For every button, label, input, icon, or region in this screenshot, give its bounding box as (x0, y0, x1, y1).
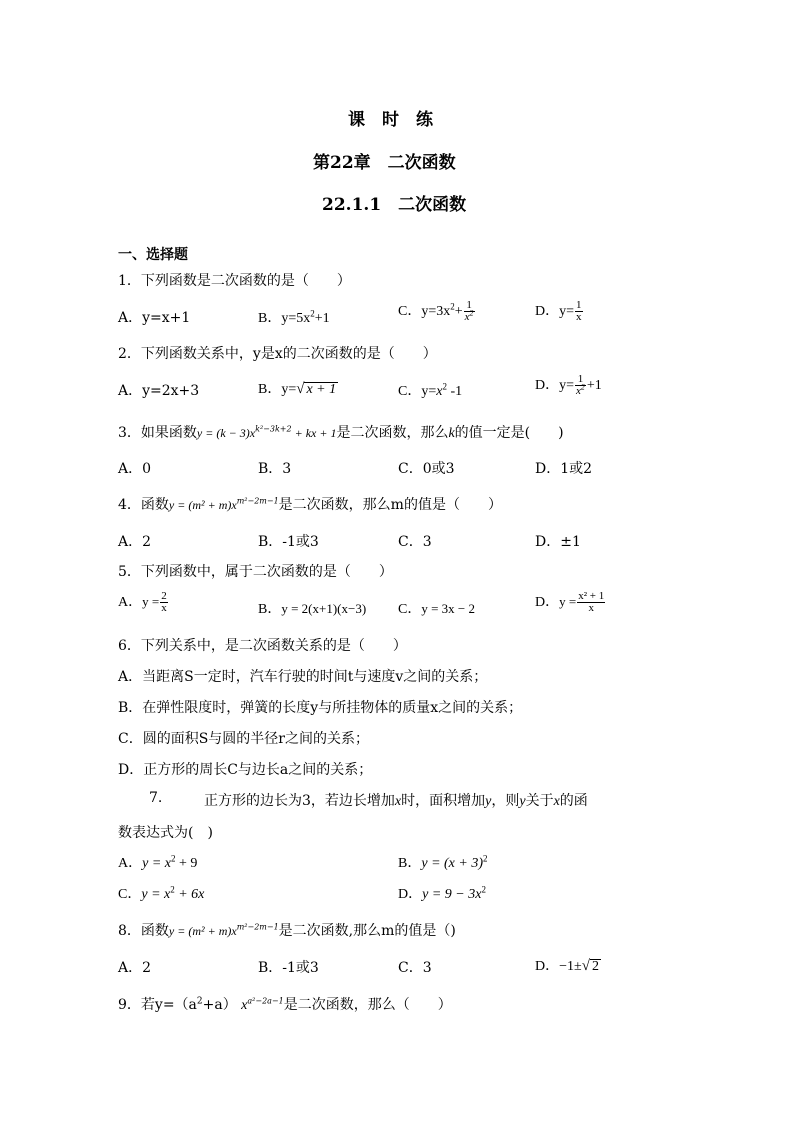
question-8: 8．函数$y = (m^2 + m)x^{m^2-2m-1}$是二次函数,那么m的值是（) (118, 922, 456, 939)
q1-option-c: C．$y=3x^2+$ $\frac{1}{x^2}$ (398, 299, 474, 324)
q1-option-b: B．$y=5x^2+1$ (258, 308, 330, 326)
q2-option-a: A．y=2x+3 (118, 383, 200, 399)
q7-option-c: C．$y = x^2 + 6x$ (118, 884, 205, 902)
question-4: 4．函数$y = (m^2 + m)x^{m^2-2m-1}$是二次函数，那么m的值是（ ） (118, 496, 502, 513)
question-6: 6．下列关系中，是二次函数关系的是（ ） (118, 638, 407, 654)
q3-option-b: B．3 (258, 461, 292, 477)
q4-option-d: D．±1 (535, 534, 581, 550)
q8-option-b: B．-1或3 (258, 960, 319, 976)
q7-option-a: A．$y = x^2 + 9$ (118, 853, 198, 871)
q4-option-a: A．2 (118, 534, 152, 550)
q5-option-b: B．y = 2(x+1)(x−3) (258, 601, 367, 617)
question-7: 正方形的边长为3，若边长增加x时，面积增加y，则y关于x的函 (204, 793, 588, 809)
q6-option-d: D．正方形的周长C与边长a之间的关系； (118, 762, 373, 778)
q8-option-d: D．−1±√ 2 (535, 958, 599, 974)
doc-title: 课 时 练 (348, 110, 433, 130)
q4-option-c: C．3 (398, 534, 432, 550)
q3-option-d: D．1或2 (535, 461, 593, 477)
q8-option-a: A．2 (118, 960, 152, 976)
question-1: 1．下列函数是二次函数的是（ ） (118, 273, 351, 289)
q5-option-c: C．y = 3x − 2 (398, 601, 476, 617)
q5-option-d: D．y = $\frac{\text{x² + 1}}{x}$ (535, 590, 605, 615)
q7-option-b: B．$y = (x + 3)^2$ (398, 853, 488, 871)
q6-option-c: C．圆的面积S与圆的半径r之间的关系； (118, 731, 369, 747)
q7-option-d: D．$y = 9 - 3x^2$ (398, 884, 486, 902)
question-7-line2: 数表达式为( ) (118, 825, 213, 841)
q4-option-b: B．-1或3 (258, 534, 319, 550)
q3-option-c: C．0或3 (398, 461, 455, 477)
question-2: 2．下列函数关系中，y是x的二次函数的是（ ） (118, 346, 437, 362)
q1-option-a: A．y=x+1 (118, 310, 191, 326)
question-3: 3．如果函数$y = (k - 3)x^{k^2-3k+2}$ + kx + 1是二次函数，那么k的值一定是( ) (118, 424, 564, 441)
question-7-number: 7. (149, 790, 163, 806)
q6-option-b: B．在弹性限度时，弹簧的长度y与所挂物体的质量x之间的关系； (118, 700, 523, 716)
part-heading: 一、选择题 (118, 247, 188, 263)
q2-option-d: D．y= $\frac{1}{x^2}$ +1 (535, 373, 602, 398)
q6-option-a: A．当距离S一定时，汽车行驶的时间t与速度v之间的关系； (118, 669, 488, 685)
question-5: 5．下列函数中，属于二次函数的是（ ） (118, 564, 393, 580)
chapter-title: 第22章 二次函数 (313, 153, 456, 173)
q3-option-a: A．0 (118, 461, 152, 477)
section-title: 22.1.1 二次函数 (322, 195, 467, 215)
q8-option-c: C．3 (398, 960, 432, 976)
q2-option-c: C．$y=x^2$ -1 (398, 381, 463, 399)
q1-option-d: D．y= $\frac{1}{x}$ (535, 299, 582, 324)
question-9: 9．若$y=(a^2+a)$ $x^{a^2-2a-1}$是二次函数，那么（ ） (118, 996, 452, 1013)
q2-option-b: B．y=√ x + 1 (258, 381, 337, 397)
q5-option-a: A．y = $\frac{2}{x}$ (118, 590, 167, 615)
